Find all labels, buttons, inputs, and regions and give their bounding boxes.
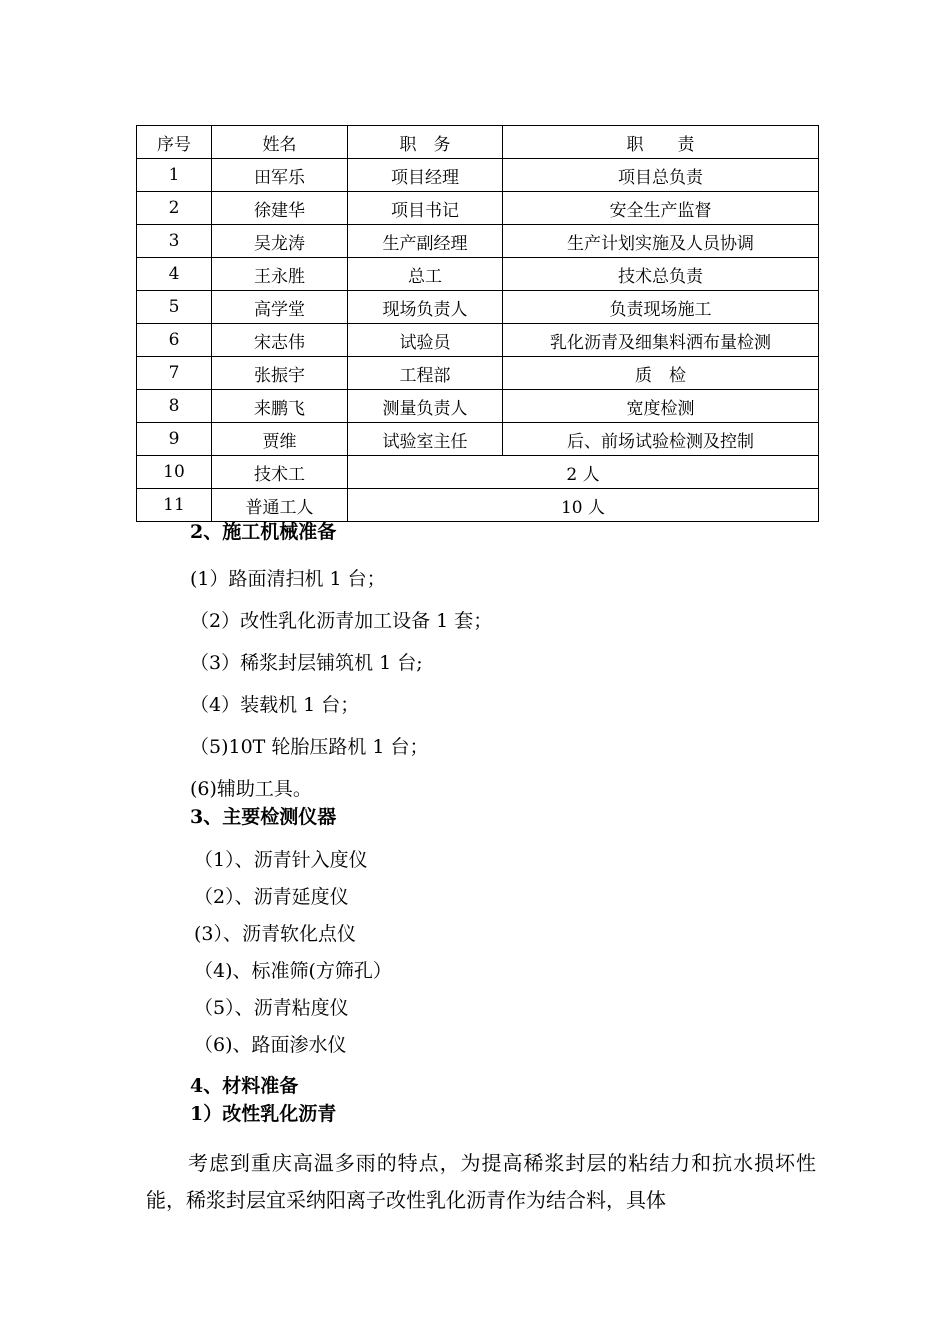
cell-no: 9 [137, 423, 212, 456]
header-name: 姓名 [212, 126, 348, 159]
header-post: 职 务 [348, 126, 503, 159]
table-header-row [137, 126, 819, 159]
staff-table [136, 125, 819, 522]
staff-table-body [137, 126, 819, 522]
cell-post: 项目书记 [348, 192, 503, 225]
cell-duty: 项目总负责 [503, 159, 819, 192]
section-heading-machinery: 2、施工机械准备 [190, 521, 337, 543]
instrument-item-1: （1）、沥青针入度仪 [194, 849, 368, 871]
table-row [137, 489, 819, 522]
table-row [137, 225, 819, 258]
cell-no: 10 [137, 456, 212, 489]
cell-name: 贾维 [212, 423, 348, 456]
subheading-modified-emulsified-asphalt: 1）改性乳化沥青 [190, 1103, 337, 1125]
section-heading-instruments: 3、主要检测仪器 [190, 806, 337, 828]
cell-name: 高学堂 [212, 291, 348, 324]
table-row [137, 192, 819, 225]
header-no: 序号 [137, 126, 212, 159]
cell-duty: 技术总负责 [503, 258, 819, 291]
cell-duty: 安全生产监督 [503, 192, 819, 225]
cell-count: 10 人 [348, 489, 819, 522]
cell-post: 测量负责人 [348, 390, 503, 423]
table-row [137, 291, 819, 324]
table-row [137, 357, 819, 390]
table-row [137, 159, 819, 192]
table-row [137, 456, 819, 489]
cell-post: 工程部 [348, 357, 503, 390]
cell-post: 项目经理 [348, 159, 503, 192]
cell-duty: 负责现场施工 [503, 291, 819, 324]
cell-name: 田军乐 [212, 159, 348, 192]
cell-no: 5 [137, 291, 212, 324]
cell-name: 来鹏飞 [212, 390, 348, 423]
table-row [137, 324, 819, 357]
instrument-item-4: （4)、标准筛(方筛孔） [194, 960, 392, 982]
materials-paragraph: 考虑到重庆高温多雨的特点，为提高稀浆封层的粘结力和抗水损坏性能，稀浆封层宜采纳阳离子改性乳化沥青作为结合料，具体 [146, 1151, 816, 1212]
cell-post: 总工 [348, 258, 503, 291]
cell-duty: 生产计划实施及人员协调 [503, 225, 819, 258]
cell-name: 吴龙涛 [212, 225, 348, 258]
cell-post: 试验员 [348, 324, 503, 357]
instrument-item-2: （2）、沥青延度仪 [194, 886, 349, 908]
machinery-item-5: （5)10T 轮胎压路机 1 台； [190, 736, 429, 758]
instrument-item-5: （5）、沥青粘度仪 [194, 997, 349, 1019]
instrument-item-3: (3）、沥青软化点仪 [194, 923, 357, 945]
cell-name: 技术工 [212, 456, 348, 489]
cell-name: 张振宇 [212, 357, 348, 390]
machinery-item-1: (1）路面清扫机 1 台； [190, 568, 386, 590]
cell-no: 11 [137, 489, 212, 522]
machinery-item-6: (6)辅助工具。 [190, 778, 312, 800]
cell-name: 宋志伟 [212, 324, 348, 357]
cell-no: 1 [137, 159, 212, 192]
cell-no: 3 [137, 225, 212, 258]
cell-no: 2 [137, 192, 212, 225]
cell-count: 2 人 [348, 456, 819, 489]
cell-no: 7 [137, 357, 212, 390]
machinery-item-2: （2）改性乳化沥青加工设备 1 套； [190, 610, 493, 632]
cell-post: 现场负责人 [348, 291, 503, 324]
cell-post: 生产副经理 [348, 225, 503, 258]
instrument-item-6: （6)、路面渗水仪 [194, 1034, 347, 1056]
table-row [137, 423, 819, 456]
cell-no: 8 [137, 390, 212, 423]
cell-name: 徐建华 [212, 192, 348, 225]
cell-name: 普通工人 [212, 489, 348, 522]
cell-duty: 后、前场试验检测及控制 [503, 423, 819, 456]
table-row [137, 390, 819, 423]
cell-name: 王永胜 [212, 258, 348, 291]
machinery-item-3: （3）稀浆封层铺筑机 1 台; [190, 652, 423, 674]
cell-duty: 质 检 [503, 357, 819, 390]
table-row [137, 258, 819, 291]
cell-duty: 宽度检测 [503, 390, 819, 423]
header-duty: 职 责 [503, 126, 819, 159]
cell-no: 6 [137, 324, 212, 357]
machinery-item-4: （4）装载机 1 台； [190, 694, 360, 716]
section-heading-materials: 4、材料准备 [190, 1075, 299, 1097]
cell-post: 试验室主任 [348, 423, 503, 456]
cell-duty: 乳化沥青及细集料洒布量检测 [503, 324, 819, 357]
cell-no: 4 [137, 258, 212, 291]
